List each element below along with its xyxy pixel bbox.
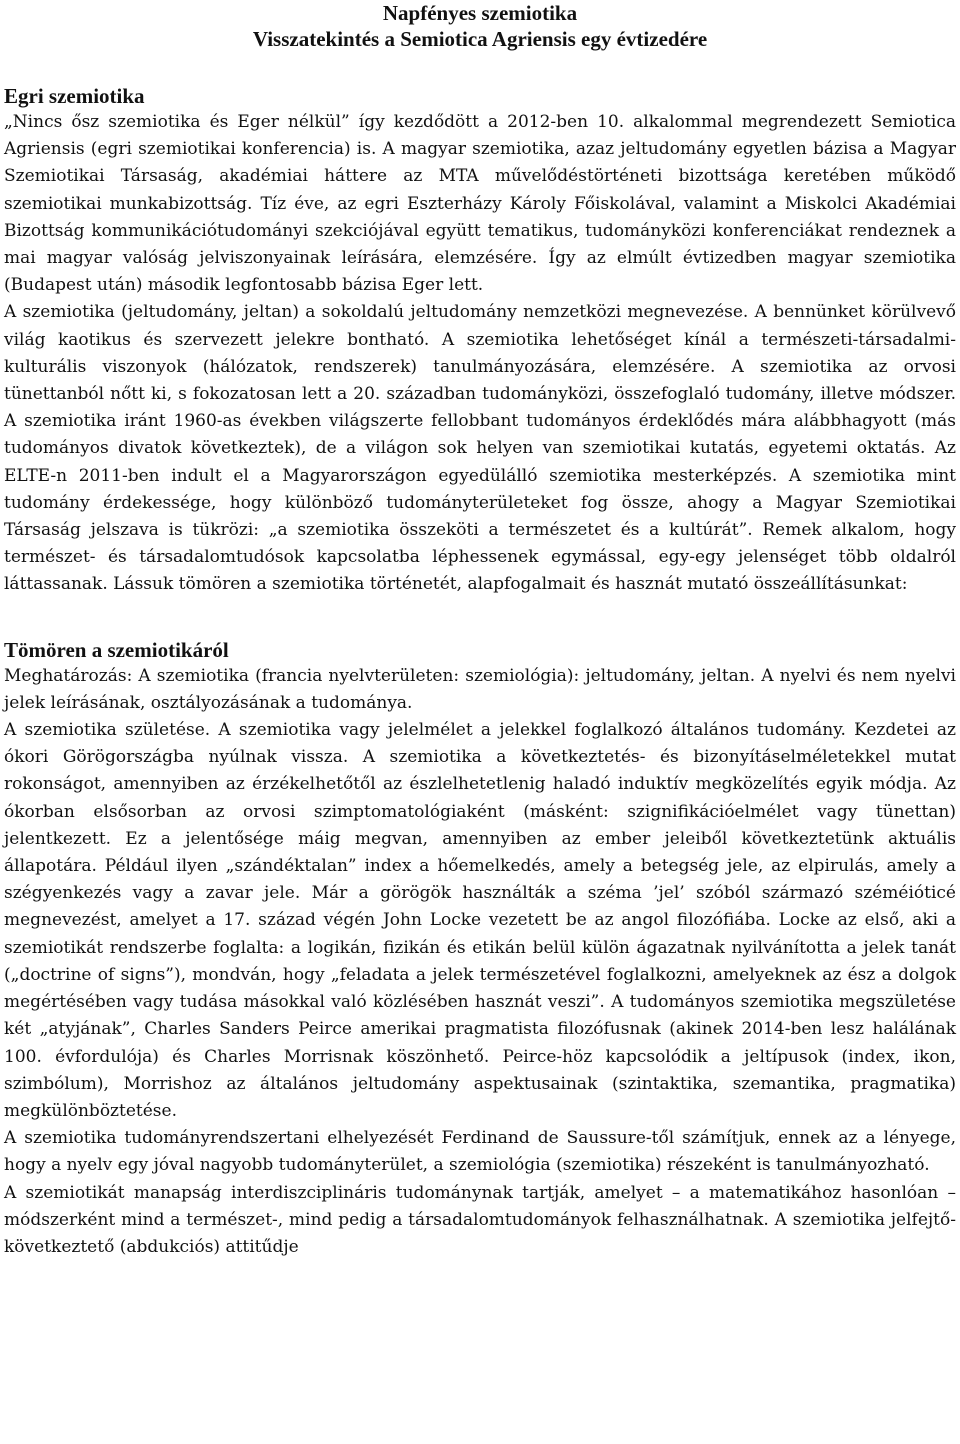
document-title: Napfényes szemiotika [382, 1, 578, 25]
paragraph: A szemiotika tudományrendszertani elhelyezését Ferdinand de Saussure-től számítjuk, ennek az a lényege, hogy a nyelv egy jóval nagyobb tudományterület, a szemiológia (szemiotika) részeként is tanulmányozható. [4, 1128, 956, 1176]
paragraph: A szemiotika (jeltudomány, jeltan) a sokoldalú jeltudomány nemzetközi megnevezése. A bennünket körülvevő világ kaotikus és szervezett jelekre bontható. A szemiotika lehetőséget kínál a természeti-társadalmi-kulturális viszonyok (hálózatok, rendszerek) tanulmányozására, elemzésére. A szemiotika az orvosi tünettanból nőtt ki, s fokozatosan lett a 20. században tudományközi, összefoglaló tudomány, illetve módszer. A szemiotika iránt 1960-as években világszerte fellobbant tudományos érdeklődés mára alábbhagyott (más tudományos divatok következtek), de a világon sok helyen van szemiotikai kutatás, egyetemi oktatás. Az ELTE-n 2011-ben indult el a Magyarországon egyedülálló szemiotika mesterképzés. A szemiotika mint tudomány érdekessége, hogy különböző tudományterületeket fog össze, ahogy a Magyar Szemiotikai Társaság jelszava is tükrözi: „a szemiotika összeköti a természetet és a kultúrát”. Remek alkalom, hogy természet- és társadalomtudósok kapcsolatba léphessenek egymással, egy-egy jelenséget több oldalról láttassanak. Lássuk tömören a szemiotika történetét, alapfogalmait és hasznát mutató összeállításunkat: [4, 302, 956, 595]
section-heading-egri-szemiotika: Egri szemiotika [4, 84, 145, 108]
paragraph: „Nincs ősz szemiotika és Eger nélkül” így kezdődött a 2012-ben 10. alkalommal megrendezett Semiotica Agriensis (egri szemiotikai konferencia) is. A magyar szemiotika, azaz jeltudomány egyetlen bázisa a Magyar Szemiotikai Társaság, akadémiai háttere az MTA művelődéstörténeti bizottsága keretében működő szemiotikai munkabizottság. Tíz éve, az egri Eszterházy Károly Főiskolával, valamint a Miskolci Akadémiai Bizottság kommunikációtudományi szekciójával együtt tematikus, tudományközi konferenciákat rendeznek a mai magyar valóság jelviszonyainak leírására, elemzésére. Így az elmúlt évtizedben magyar szemiotika (Budapest után) második legfontosabb bázisa Eger lett. [4, 112, 956, 296]
paragraph: Meghatározás: A szemiotika (francia nyelvterületen: szemiológia): jeltudomány, jeltan. A nyelvi és nem nyelvi jelek leírásának, osztályozásának a tudománya. [4, 665, 956, 713]
document-subtitle: Visszatekintés a Semiotica Agriensis egy évtizedére [252, 27, 708, 51]
paragraph: A szemiotika születése. A szemiotika vagy jelelmélet a jelekkel foglalkozó általános tudomány. Kezdetei az ókori Görögországba nyúlnak vissza. A szemiotika a következtetés- és bizonyításelméletekkel mutat rokonságot, amennyiben az érzékelhetőtől az észlelhetetlenig haladó induktív megközelítés egyik módja. Az ókorban elsősorban az orvosi szimptomatológiaként (másként: szignifikációelmélet vagy tünettan) jelentkezett. Ez a jelentősége máig megvan, amennyiben az ember jeleiből következtetünk aktuális állapotára. Például ilyen „szándéktalan” index a hőemelkedés, amely a betegség jele, az elpirulás, amely a szégyenkezés vagy a zavar jele. Már a görögök használták a széma ’jel’ szóból származó széméióticé megnevezést, amelyet a 17. század végén John Locke vezetett be az angol filozófiába. Locke az első, aki a szemiotikát rendszerbe foglalta: a logikán, fizikán és etikán belül külön ágazatnak nyilvánította a jelek tanát („doctrine of signs”), mondván, hogy „feladata a jelek természetével foglalkozni, amelyeknek az ész a dolgok megértésében vagy tudása másokkal való közlésében hasznát veszi”. A tudományos szemiotika megszületése két „atyjának”, Charles Sanders Peirce amerikai pragmatista filozófusnak (akinek 2014-ben lesz halálának 100. évfordulója) és Charles Morrisnak köszönhető. Peirce-höz kapcsolódik a jeltípusok (index, ikon, szimbólum), Morrishoz az általános jeltudomány aspektusainak (szintaktika, szemantika, pragmatika) megkülönböztetése. [4, 720, 956, 1121]
document-page [4, 0, 956, 1261]
paragraph: A szemiotikát manapság interdiszciplináris tudománynak tartják, amelyet – a matematikához hasonlóan – módszerként mind a természet-, mind pedig a társadalomtudományok felhasználhatnak. A szemiotika jelfejtő-következtető (abdukciós) attitűdje [4, 1182, 956, 1257]
section-heading-tomoren: Tömören a szemiotikáról [4, 637, 229, 662]
